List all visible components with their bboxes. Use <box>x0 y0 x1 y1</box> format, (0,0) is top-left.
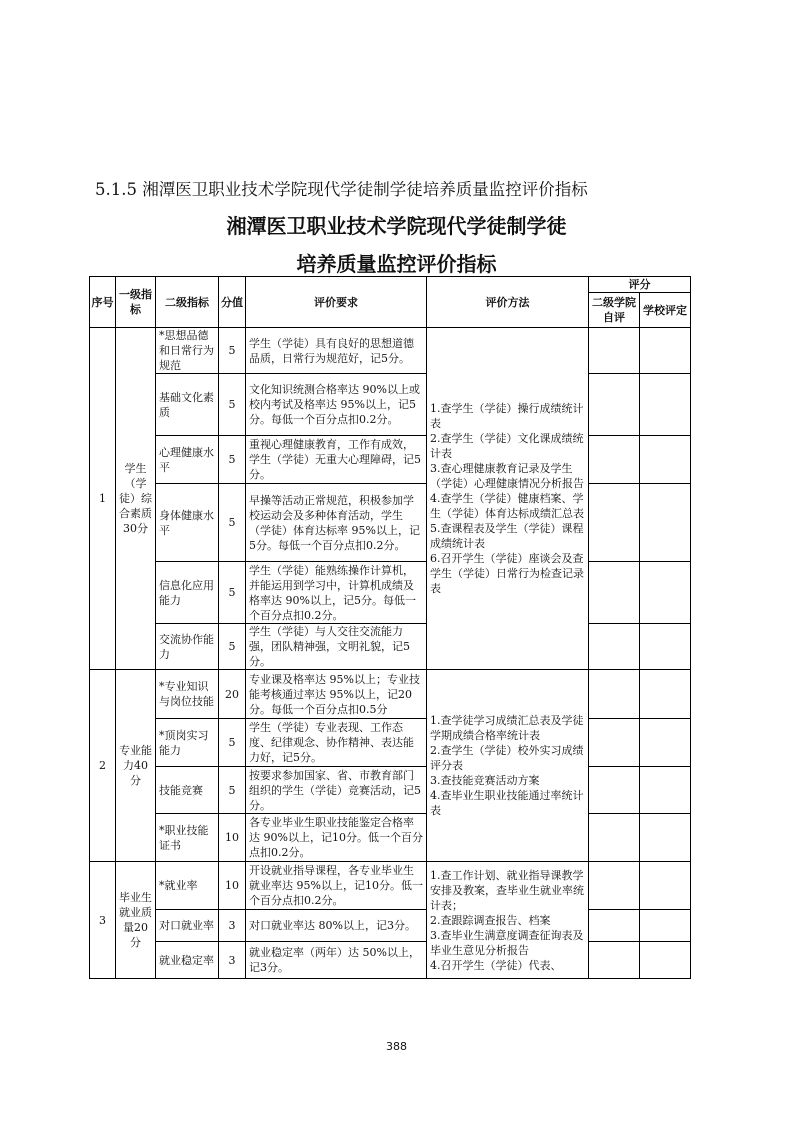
requirement-text: 对口就业率达 80%以上，记3分。 <box>246 910 427 942</box>
level2-indicator: *就业率 <box>156 862 219 910</box>
page-number: 388 <box>386 1040 407 1053</box>
level2-indicator: *职业技能证书 <box>156 814 219 862</box>
self-eval-cell[interactable] <box>589 910 640 942</box>
school-eval-cell[interactable] <box>640 814 691 862</box>
requirement-text: 学生（学徒）专业表现、工作态度、纪律观念、协作精神、表达能力好，记5分。 <box>246 719 427 767</box>
section-heading: 5.1.5 湘潭医卫职业技术学院现代学徒制学徒培养质量监控评价指标 <box>95 180 588 199</box>
self-eval-cell[interactable] <box>589 670 640 719</box>
school-eval-cell[interactable] <box>640 670 691 719</box>
table-row <box>90 374 691 436</box>
self-eval-cell[interactable] <box>589 814 640 862</box>
requirement-text: 开设就业指导课程，各专业毕业生就业率达 95%以上，记10分。低一个百分点扣0.2分。 <box>246 862 427 910</box>
school-eval-cell[interactable] <box>640 374 691 436</box>
table-row <box>90 719 691 767</box>
self-eval-cell[interactable] <box>589 624 640 670</box>
self-eval-cell[interactable] <box>589 942 640 979</box>
school-eval-cell[interactable] <box>640 562 691 624</box>
level1-indicator: 专业能力40分 <box>116 670 156 862</box>
level2-indicator: 心理健康水平 <box>156 436 219 484</box>
school-eval-cell[interactable] <box>640 862 691 910</box>
score-value: 10 <box>219 862 246 910</box>
score-value: 5 <box>219 328 246 374</box>
requirement-text: 各专业毕业生职业技能鉴定合格率达 90%以上，记10分。低一个百分点扣0.2分。 <box>246 814 427 862</box>
level2-indicator: 基础文化素质 <box>156 374 219 436</box>
level2-indicator: 信息化应用能力 <box>156 562 219 624</box>
requirement-text: 早操等活动正常规范，积极参加学校运动会及多种体育活动，学生（学徒）体育达标率 95%以上，记5分。每低一个百分点扣0.2分。 <box>246 484 427 562</box>
score-value: 5 <box>219 436 246 484</box>
table-row <box>90 942 691 979</box>
self-eval-cell[interactable] <box>589 767 640 814</box>
header-seq: 序号 <box>90 277 116 328</box>
table-row <box>90 910 691 942</box>
table-row <box>90 328 691 374</box>
header-level1: 一级指标 <box>116 277 156 328</box>
self-eval-cell[interactable] <box>589 862 640 910</box>
header-method: 评价方法 <box>427 277 589 328</box>
group-seq: 2 <box>90 670 116 862</box>
level1-indicator: 毕业生就业质量20分 <box>116 862 156 979</box>
self-eval-cell[interactable] <box>589 374 640 436</box>
score-value: 5 <box>219 719 246 767</box>
table-row <box>90 624 691 670</box>
requirement-text: 文化知识统测合格率达 90%以上或校内考试及格率达 95%以上，记5分。每低一个百分点扣0.2分。 <box>246 374 427 436</box>
school-eval-cell[interactable] <box>640 624 691 670</box>
table-row <box>90 436 691 484</box>
score-value: 5 <box>219 624 246 670</box>
level2-indicator: *专业知识与岗位技能 <box>156 670 219 719</box>
school-eval-cell[interactable] <box>640 719 691 767</box>
group-seq: 3 <box>90 862 116 979</box>
school-eval-cell[interactable] <box>640 942 691 979</box>
level2-indicator: 技能竞赛 <box>156 767 219 814</box>
document-title-line-1: 湘潭医卫职业技术学院现代学徒制学徒 <box>226 214 567 238</box>
level2-indicator: 身体健康水平 <box>156 484 219 562</box>
requirement-text: 学生（学徒）与人交往交流能力强，团队精神强，文明礼貌，记5分。 <box>246 624 427 670</box>
header-score: 分值 <box>219 277 246 328</box>
score-value: 5 <box>219 767 246 814</box>
document-title-line-2: 培养质量监控评价指标 <box>296 252 497 276</box>
school-eval-cell[interactable] <box>640 328 691 374</box>
level2-indicator: 就业稳定率 <box>156 942 219 979</box>
score-value: 5 <box>219 374 246 436</box>
table-row <box>90 862 691 910</box>
score-value: 3 <box>219 910 246 942</box>
requirement-text: 学生（学徒）具有良好的思想道德品质，日常行为规范好，记5分。 <box>246 328 427 374</box>
score-value: 20 <box>219 670 246 719</box>
header-school-eval: 学校评定 <box>640 293 691 328</box>
evaluation-table <box>89 276 691 979</box>
table-row <box>90 562 691 624</box>
group-seq: 1 <box>90 328 116 670</box>
self-eval-cell[interactable] <box>589 436 640 484</box>
requirement-text: 学生（学徒）能熟练操作计算机，并能运用到学习中，计算机成绩及格率达 90%以上，记5分。每低一个百分点扣0.2分。 <box>246 562 427 624</box>
level2-indicator: 交流协作能力 <box>156 624 219 670</box>
level2-indicator: 对口就业率 <box>156 910 219 942</box>
method-text: 1.查学生（学徒）操行成绩统计表 2.查学生（学徒）文化课成绩统计表 3.查心理健康教育记录及学生（学徒）心理健康情况分析报告 4.查学生（学徒）健康档案、学生（学徒）体育达标成绩汇总表 5.查课程表及学生（学徒）课程成绩统计表 6.召开学生（学徒）座谈会及查学生（学徒）日常行为检查记录表 <box>427 328 589 670</box>
method-text: 1.查学徒学习成绩汇总表及学徒学期成绩合格率统计表 2.查学生（学徒）校外实习成绩评分表 3.查技能竞赛活动方案 4.查毕业生职业技能通过率统计表 <box>427 670 589 862</box>
table-body <box>90 328 691 979</box>
level1-indicator: 学生（学徒）综合素质30分 <box>116 328 156 670</box>
score-value: 10 <box>219 814 246 862</box>
requirement-text: 按要求参加国家、省、市教育部门组织的学生（学徒）竞赛活动，记5分。 <box>246 767 427 814</box>
table-row <box>90 484 691 562</box>
score-value: 5 <box>219 562 246 624</box>
self-eval-cell[interactable] <box>589 719 640 767</box>
school-eval-cell[interactable] <box>640 484 691 562</box>
header-self-eval: 二级学院自评 <box>589 293 640 328</box>
table-row <box>90 767 691 814</box>
self-eval-cell[interactable] <box>589 328 640 374</box>
self-eval-cell[interactable] <box>589 484 640 562</box>
requirement-text: 专业课及格率达 95%以上；专业技能考核通过率达 95%以上，记20分。每低一个百分点扣0.5分 <box>246 670 427 719</box>
level2-indicator: *顶岗实习能力 <box>156 719 219 767</box>
school-eval-cell[interactable] <box>640 910 691 942</box>
header-requirement: 评价要求 <box>246 277 427 328</box>
table-row <box>90 814 691 862</box>
score-value: 3 <box>219 942 246 979</box>
header-rating: 评分 <box>589 277 691 293</box>
level2-indicator: *思想品德和日常行为规范 <box>156 328 219 374</box>
requirement-text: 重视心理健康教育，工作有成效，学生（学徒）无重大心理障碍，记5分。 <box>246 436 427 484</box>
requirement-text: 就业稳定率（两年）达 50%以上，记3分。 <box>246 942 427 979</box>
school-eval-cell[interactable] <box>640 767 691 814</box>
school-eval-cell[interactable] <box>640 436 691 484</box>
table-row <box>90 670 691 719</box>
header-level2: 二级指标 <box>156 277 219 328</box>
method-text: 1.查工作计划、就业指导课教学安排及教案，查毕业生就业率统计表； 2.查跟踪调查报告、档案 3.查毕业生满意度调查征询表及毕业生意见分析报告 4.召开学生（学徒）代表、 <box>427 862 589 979</box>
self-eval-cell[interactable] <box>589 562 640 624</box>
score-value: 5 <box>219 484 246 562</box>
